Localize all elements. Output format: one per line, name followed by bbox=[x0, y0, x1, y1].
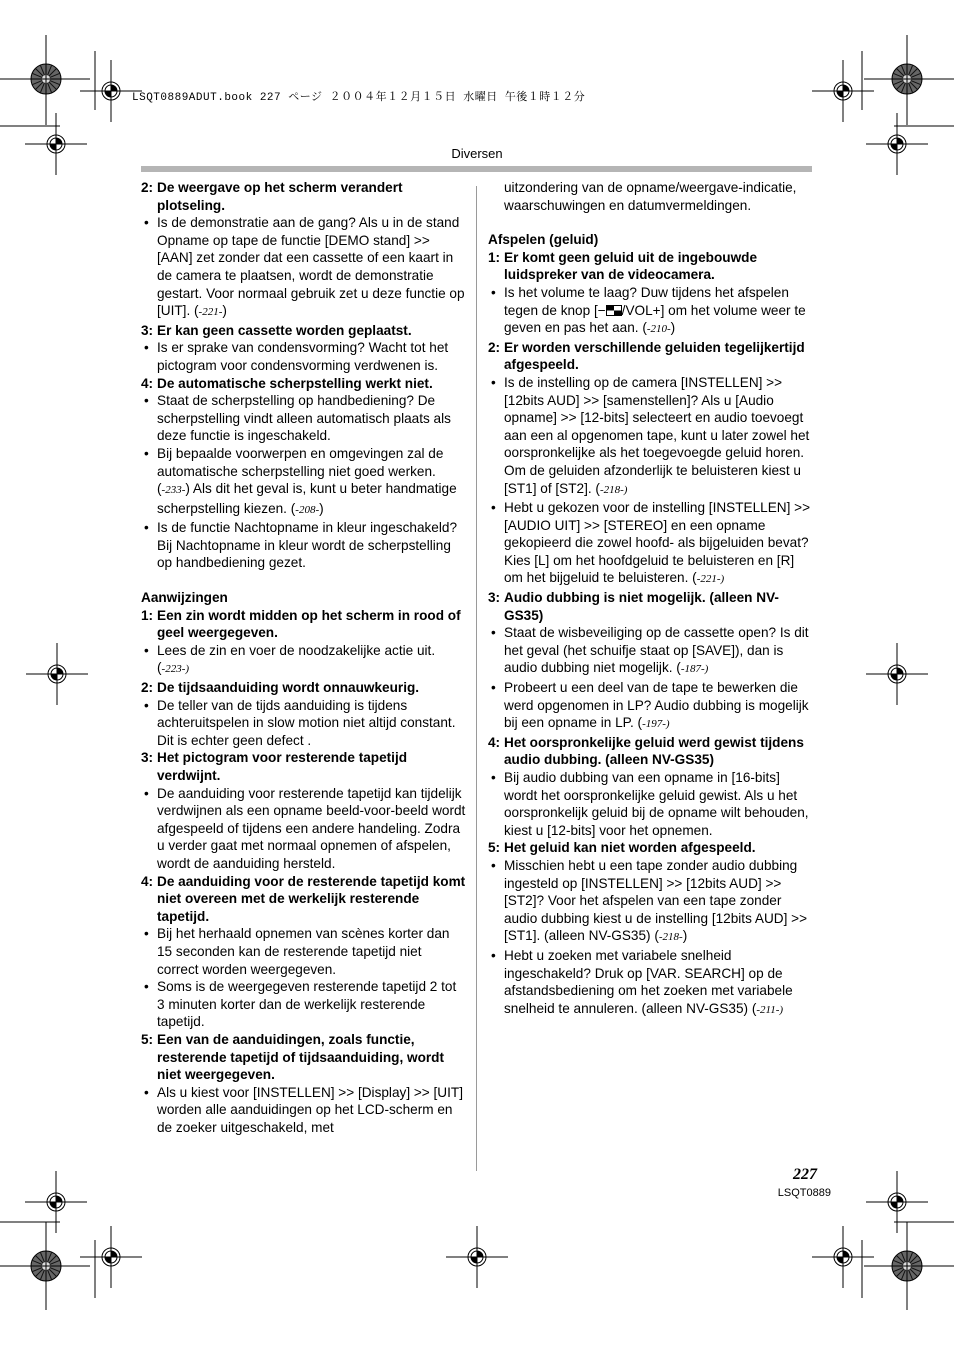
numbered-item: 2: Er worden verschillende geluiden tegelijkertijd afgespeeld. bbox=[488, 339, 805, 373]
bullet-item: • Is het volume te laag? Duw tijdens het afspelen tegen de knop [− /VOL+] om het volume weer te geven en pas het aan. (-210-) bbox=[491, 284, 806, 336]
numbered-item: 4: De automatische scherpstelling werkt niet. bbox=[141, 375, 433, 391]
subheading-aanwijzingen: Aanwijzingen bbox=[141, 590, 228, 606]
bullet-item: • Als u kiest voor [INSTELLEN] >> [Display] >> [UIT] worden alle aanduidingen op het LCD-scherm en de zoeker uitgeschakeld, met bbox=[144, 1084, 463, 1135]
bullet-item: • De teller van de tijds aanduiding is tijdens achteruitspelen in slow motion niet altijd constant. Dit is echter geen defect . bbox=[144, 697, 456, 748]
bullet-item: • Staat de wisbeveiliging op de cassette open? Is dit het geval (het schuifje staat op [SAVE]), dan is audio dubbing niet mogelijk. (-187-) bbox=[491, 625, 809, 676]
bullet-item: • De aanduiding voor resterende tapetijd kan tijdelijk verdwijnen als een opname beeld-voor-beeld wordt afgespeeld of tijdens een andere handeling. Zodra u verder gaat met normaal opnemen of afspelen, wordt de aanduiding hersteld. bbox=[144, 785, 466, 871]
numbered-item: 4: De aanduiding voor de resterende tapetijd komt niet overeen met de werkelijk resterende tapetijd. bbox=[141, 873, 466, 924]
header-rule bbox=[141, 166, 812, 172]
numbered-item: 2: De tijdsaanduiding wordt onnauwkeurig. bbox=[141, 680, 420, 696]
bullet-item: • Is de instelling op de camera [INSTELLEN] >> [12bits AUD] >> [samenstellen]? Als u [Audio opname] >> [12-bits] selecteert en audio toevoegt aan een al opgenomen tape, kunt u later zowel het oorspronkelijke als het toegevoegde geluid horen. Om de geluiden afzonderlijk te beluisteren kiest u [ST1] of [ST2]. (-218-) bbox=[491, 374, 810, 496]
numbered-item: 5: Het geluid kan niet worden afgespeeld. bbox=[488, 840, 756, 856]
bullet-item: • Is er sprake van condensvorming? Wacht tot het pictogram voor condensvorming verdwenen is. bbox=[144, 340, 449, 373]
numbered-item: 3: Audio dubbing is niet mogelijk. (alleen NV-GS35) bbox=[488, 590, 779, 623]
section-title: Diversen bbox=[451, 146, 503, 161]
subheading-afspelen-geluid: Afspelen (geluid) bbox=[488, 232, 599, 248]
bullet-item: • Misschien hebt u een tape zonder audio dubbing ingesteld op [INSTELLEN] >> [12bits AUD] >> [ST2]? Voor het afspelen van een tape zonder audio dubbing kiest u de instelling [12bits AUD] >> [ST1]. (alleen NV-GS35) (-218-) bbox=[491, 857, 808, 944]
bullet-item: • Staat de scherpstelling op handbediening? De scherpstelling vindt alleen automatisch plaats als deze functie is ingeschakeld. bbox=[144, 393, 451, 444]
bullet-item: • Hebt u zoeken met variabele snelheid ingeschakeld? Druk op [VAR. SEARCH] op de afstandsbediening om het zoeken met variabele snelheid te annuleren. (alleen NV-GS35) (-211-) bbox=[491, 947, 793, 1016]
bullet-item: • Bij bepaalde voorwerpen en omgevingen zal de automatische scherpstelling niet goed werken. (-233-) Als dit het geval is, kunt u beter handmatige scherpstelling kiezen. (-208-) bbox=[144, 445, 457, 516]
column-divider bbox=[476, 186, 477, 1171]
cross-fade-icon bbox=[606, 305, 622, 316]
bullet-item: • Is de functie Nachtopname in kleur ingeschakeld? Bij Nachtopname in kleur wordt de scherpstelling op handbediening gezet. bbox=[144, 520, 457, 571]
bullet-item: • Bij het herhaald opnemen van scènes korter dan 15 seconden kan de resterende tapetijd niet correct worden weergegeven. bbox=[144, 926, 450, 977]
numbered-item: 2: De weergave op het scherm verandert plotseling. bbox=[141, 180, 403, 213]
bullet-item: • Probeert u een deel van de tape te bewerken die werd opgenomen in LP? Audio dubbing is mogelijk bij een opname in LP. (-197-) bbox=[491, 680, 809, 731]
numbered-item: 3: Het pictogram voor resterende tapetijd verdwijnt. bbox=[141, 750, 408, 783]
print-file-header: LSQT0889ADUT.book 227 ページ ２００４年１２月１５日 水曜日 午後１時１２分 bbox=[132, 92, 586, 104]
numbered-item: 4: Het oorspronkelijke geluid werd gewist tijdens audio dubbing. (alleen NV-GS35) bbox=[488, 734, 804, 768]
bullet-item: • Soms is de weergegeven resterende tapetijd 2 tot 3 minuten korter dan de werkelijk resterende tapetijd. bbox=[144, 979, 457, 1030]
numbered-item: 1: Een zin wordt midden op het scherm in rood of geel weergegeven. bbox=[141, 607, 461, 641]
numbered-item: 5: Een van de aanduidingen, zoals functie, resterende tapetijd of tijdsaanduiding, wordt niet weergegeven. bbox=[141, 1031, 445, 1083]
bullet-item: • Is de demonstratie aan de gang? Als u in de stand Opname op tape de functie [DEMO stand] >> [AAN] zet zonder dat een cassette of een kaart in de camera te plaatsen, wordt de demonstratie gestart. Voor normaal gebruik zet u deze functie op [UIT]. (-221-) bbox=[144, 215, 465, 319]
numbered-item: 3: Er kan geen cassette worden geplaatst. bbox=[141, 322, 412, 338]
left-column bbox=[141, 179, 466, 1136]
page-number: 227 bbox=[793, 1166, 817, 1183]
bullet-item: • Hebt u gekozen voor de instelling [INSTELLEN] >> [AUDIO UIT] >> [STEREO] en een opname gekopieerd die zowel hoofd- als bijgeluiden bevat? Kies [L] om het hoofdgeluid te beluisteren en [R] om het bijgeluid te beluisteren. (-221-) bbox=[491, 500, 811, 586]
right-column bbox=[488, 179, 812, 1019]
numbered-item: 1: Er komt geen geluid uit de ingebouwde luidspreker van de videocamera. bbox=[488, 249, 758, 283]
document-code: LSQT0889 bbox=[777, 1187, 831, 1199]
bullet-item: • Lees de zin en voer de noodzakelijke actie uit. (-223-) bbox=[144, 642, 436, 676]
bullet-item: • Bij audio dubbing van een opname in [16-bits] wordt het oorspronkelijke geluid gewist. Als u het oorspronkelijk geluid bij de opname wilt behouden, kiest u [12-bits] voor het opnemen. bbox=[491, 770, 809, 838]
continued-text: uitzondering van de opname/weergave-indicatie, waarschuwingen en datumvermeldingen. bbox=[504, 180, 797, 213]
